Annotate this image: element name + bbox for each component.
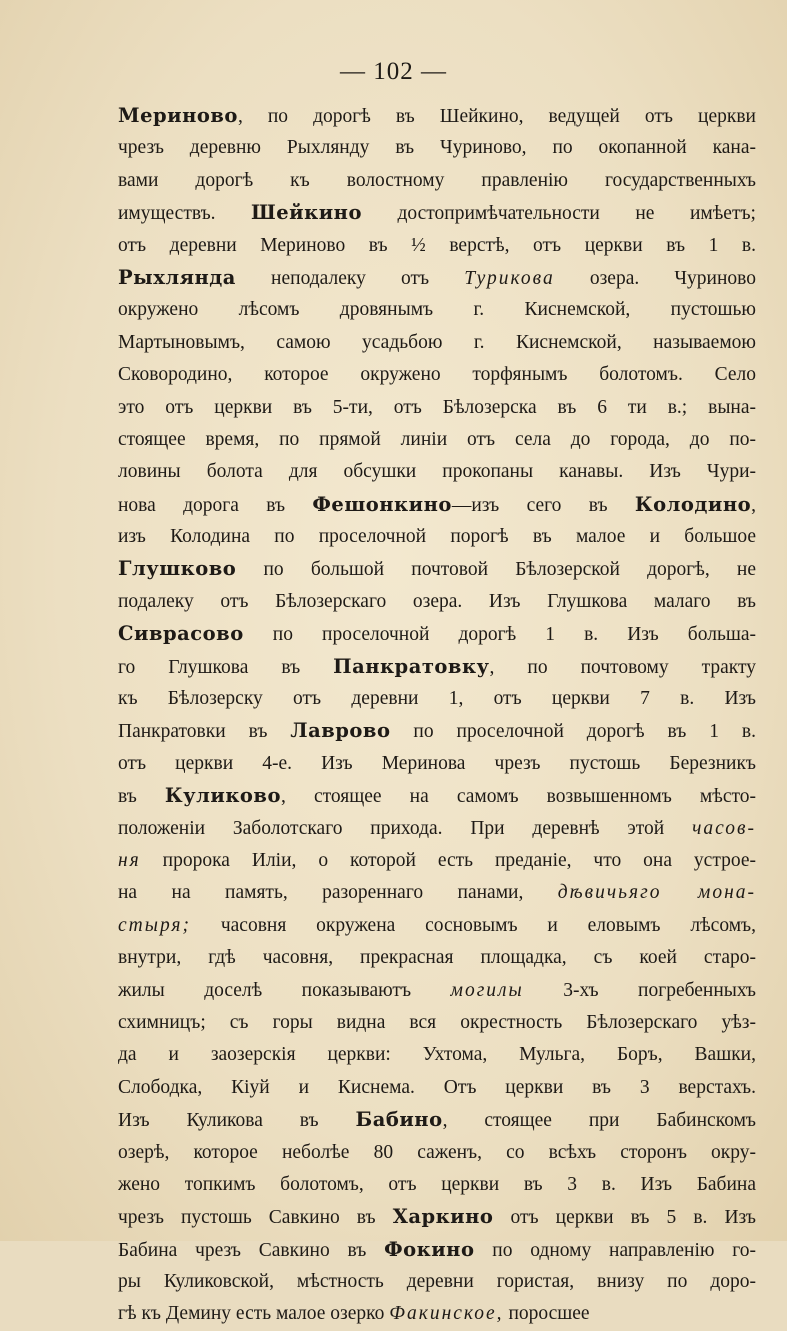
text-run: 3-хъ погребенныхъ: [523, 979, 756, 1001]
body-text: [118, 100, 756, 1331]
text-run: на на память, разореннаго панами,: [118, 882, 558, 904]
text-run: жилы доселѣ показываютъ: [118, 979, 451, 1001]
text-run: —изъ сего въ: [451, 494, 635, 516]
text-run: Слободка, Кіуй и Киснема. Отъ церкви въ 3 верстахъ.: [118, 1076, 756, 1098]
emphasis-text: Факинское,: [389, 1303, 504, 1325]
place-name: Рыхлянда: [118, 265, 236, 289]
text-run: отъ церкви въ 5 в. Изъ: [493, 1207, 756, 1229]
text-run: по большой почтовой Бѣлозерской дорогѣ, не: [236, 559, 756, 581]
text-run: нова дорога въ: [118, 494, 313, 516]
text-run: жено топкимъ болотомъ, отъ церкви въ 3 в. Изъ Бабина: [118, 1173, 756, 1195]
text-run: изъ Колодина по проселочной порогѣ въ малое и большое: [118, 526, 756, 548]
text-line: [118, 683, 756, 715]
place-name: Шейкино: [251, 201, 362, 225]
text-line: [118, 1266, 756, 1298]
place-name: Сиврасово: [118, 622, 244, 646]
text-run: по проселочной дорогѣ 1 в. Изъ больша-: [243, 624, 756, 646]
text-line: [118, 845, 756, 877]
text-line: [118, 100, 756, 132]
emphasis-text: дѣвичьяго мона-: [557, 882, 756, 904]
text-line: [118, 748, 756, 780]
text-line: [118, 553, 756, 585]
text-run: Изъ Куликова въ: [118, 1110, 356, 1132]
text-run: стоящее время, по прямой линіи отъ села до города, до по-: [118, 428, 756, 450]
place-name: Глушково: [118, 557, 237, 581]
text-run: Сковородино, которое окружено торфянымъ болотомъ. Село: [118, 364, 756, 386]
text-line: [118, 813, 756, 845]
text-run: пророка Иліи, о которой есть преданіе, что она устрое-: [140, 849, 756, 871]
text-line: [118, 392, 756, 424]
text-line: [118, 715, 756, 747]
text-run: озера. Чуриново: [554, 267, 756, 289]
text-run: Панкратовки въ: [118, 721, 291, 743]
text-line: [118, 910, 756, 942]
text-line: [118, 1169, 756, 1201]
text-line: [118, 1039, 756, 1071]
text-run: гѣ къ Демину есть малое озерко: [118, 1303, 390, 1325]
text-run: это отъ церкви въ 5-ти, отъ Бѣлозерска въ 6 ти в.; вына-: [118, 396, 756, 418]
text-line: [118, 618, 756, 650]
text-line: [118, 651, 756, 683]
place-name: Фокино: [384, 1237, 475, 1261]
text-run: къ Бѣлозерску отъ деревни 1, отъ церкви 7 в. Изъ: [118, 688, 756, 710]
text-run: по проселочной дорогѣ въ 1 в.: [390, 721, 756, 743]
text-run: , стоящее при Бабинскомъ: [442, 1110, 756, 1132]
emphasis-text: могилы: [450, 979, 524, 1001]
text-line: [118, 1298, 756, 1330]
text-run: Мартыновымъ, самою усадьбою г. Киснемской, называемою: [118, 331, 756, 353]
text-run: , стоящее на самомъ возвышенномъ мѣсто-: [280, 786, 756, 808]
text-line: [118, 1072, 756, 1104]
text-run: по одному направленію го-: [474, 1239, 756, 1261]
text-run: отъ церкви 4-е. Изъ Меринова чрезъ пустошь Березникъ: [118, 752, 756, 774]
text-line: [118, 521, 756, 553]
text-run: положеніи Заболотскаго прихода. При деревнѣ этой: [118, 817, 693, 839]
text-run: , по дорогѣ въ Шейкино, ведущей отъ церкви: [237, 106, 756, 127]
text-line: [118, 327, 756, 359]
text-run: окружено лѣсомъ дровянымъ г. Киснемской, пустошью: [118, 299, 756, 321]
text-run: , по почтовому тракту: [489, 656, 756, 678]
text-run: поросшее: [503, 1303, 590, 1325]
text-line: [118, 1201, 756, 1233]
text-run: въ: [118, 786, 165, 808]
text-line: [118, 1137, 756, 1169]
text-line: [118, 424, 756, 456]
place-name: Куликово: [164, 784, 281, 808]
text-run: ,: [751, 494, 756, 516]
emphasis-text: часов-: [692, 817, 756, 839]
text-run: имуществъ.: [118, 203, 252, 225]
text-line: [118, 132, 756, 164]
text-run: внутри, гдѣ часовня, прекрасная площадка, съ коей старо-: [118, 947, 756, 969]
place-name: Панкратовку: [333, 654, 490, 678]
text-run: да и заозерскія церкви: Ухтома, Мульга, Боръ, Вашки,: [118, 1044, 756, 1066]
text-line: [118, 1234, 756, 1266]
text-run: ловины болота для обсушки прокопаны канавы. Изъ Чури-: [118, 461, 756, 483]
text-line: [118, 975, 756, 1007]
text-run: отъ деревни Мериново въ ½ верстѣ, отъ церкви въ 1 в.: [118, 234, 756, 256]
text-line: [118, 294, 756, 326]
place-name: Бабино: [355, 1108, 443, 1132]
place-name: Харкино: [392, 1205, 494, 1229]
text-run: схимницъ; съ горы видна вся окрестность Бѣлозерскаго уѣз-: [118, 1011, 756, 1033]
text-line: [118, 262, 756, 294]
text-run: достопримѣчательности не имѣетъ;: [361, 203, 756, 225]
text-line: [118, 877, 756, 909]
text-line: [118, 230, 756, 262]
text-line: [118, 942, 756, 974]
text-run: озерѣ, которое неболѣе 80 саженъ, со всѣхъ сторонъ окру-: [118, 1141, 756, 1163]
text-run: вами дорогѣ къ волостному правленію государственныхъ: [118, 169, 756, 191]
place-name: Мериново: [118, 104, 238, 127]
text-line: [118, 586, 756, 618]
text-line: [118, 165, 756, 197]
place-name: Фешонкино: [312, 492, 452, 516]
text-run: Бабина чрезъ Савкино въ: [118, 1239, 385, 1261]
text-run: го Глушкова въ: [118, 656, 334, 678]
text-line: [118, 1007, 756, 1039]
place-name: Лаврово: [290, 719, 391, 743]
text-run: чрезъ деревню Рыхлянду въ Чуриново, по окопанной кана-: [118, 137, 756, 159]
text-line: [118, 456, 756, 488]
emphasis-text: стыря;: [118, 914, 191, 936]
place-name: Колодино: [634, 492, 752, 516]
text-line: [118, 359, 756, 391]
text-line: [118, 489, 756, 521]
text-run: часовня окружена сосновымъ и еловымъ лѣсомъ,: [191, 914, 756, 936]
text-run: неподалеку отъ: [235, 267, 465, 289]
text-line: [118, 197, 756, 229]
emphasis-text: Турикова: [464, 267, 555, 289]
text-run: ры Куликовской, мѣстность деревни гористая, внизу по доро-: [118, 1271, 756, 1293]
text-line: [118, 1104, 756, 1136]
text-line: [118, 780, 756, 812]
text-run: чрезъ пустошь Савкино въ: [118, 1207, 393, 1229]
text-run: подалеку отъ Бѣлозерскаго озера. Изъ Глушкова малаго въ: [118, 590, 756, 612]
emphasis-text: ня: [118, 849, 141, 871]
page-number: — 102 —: [340, 58, 447, 85]
